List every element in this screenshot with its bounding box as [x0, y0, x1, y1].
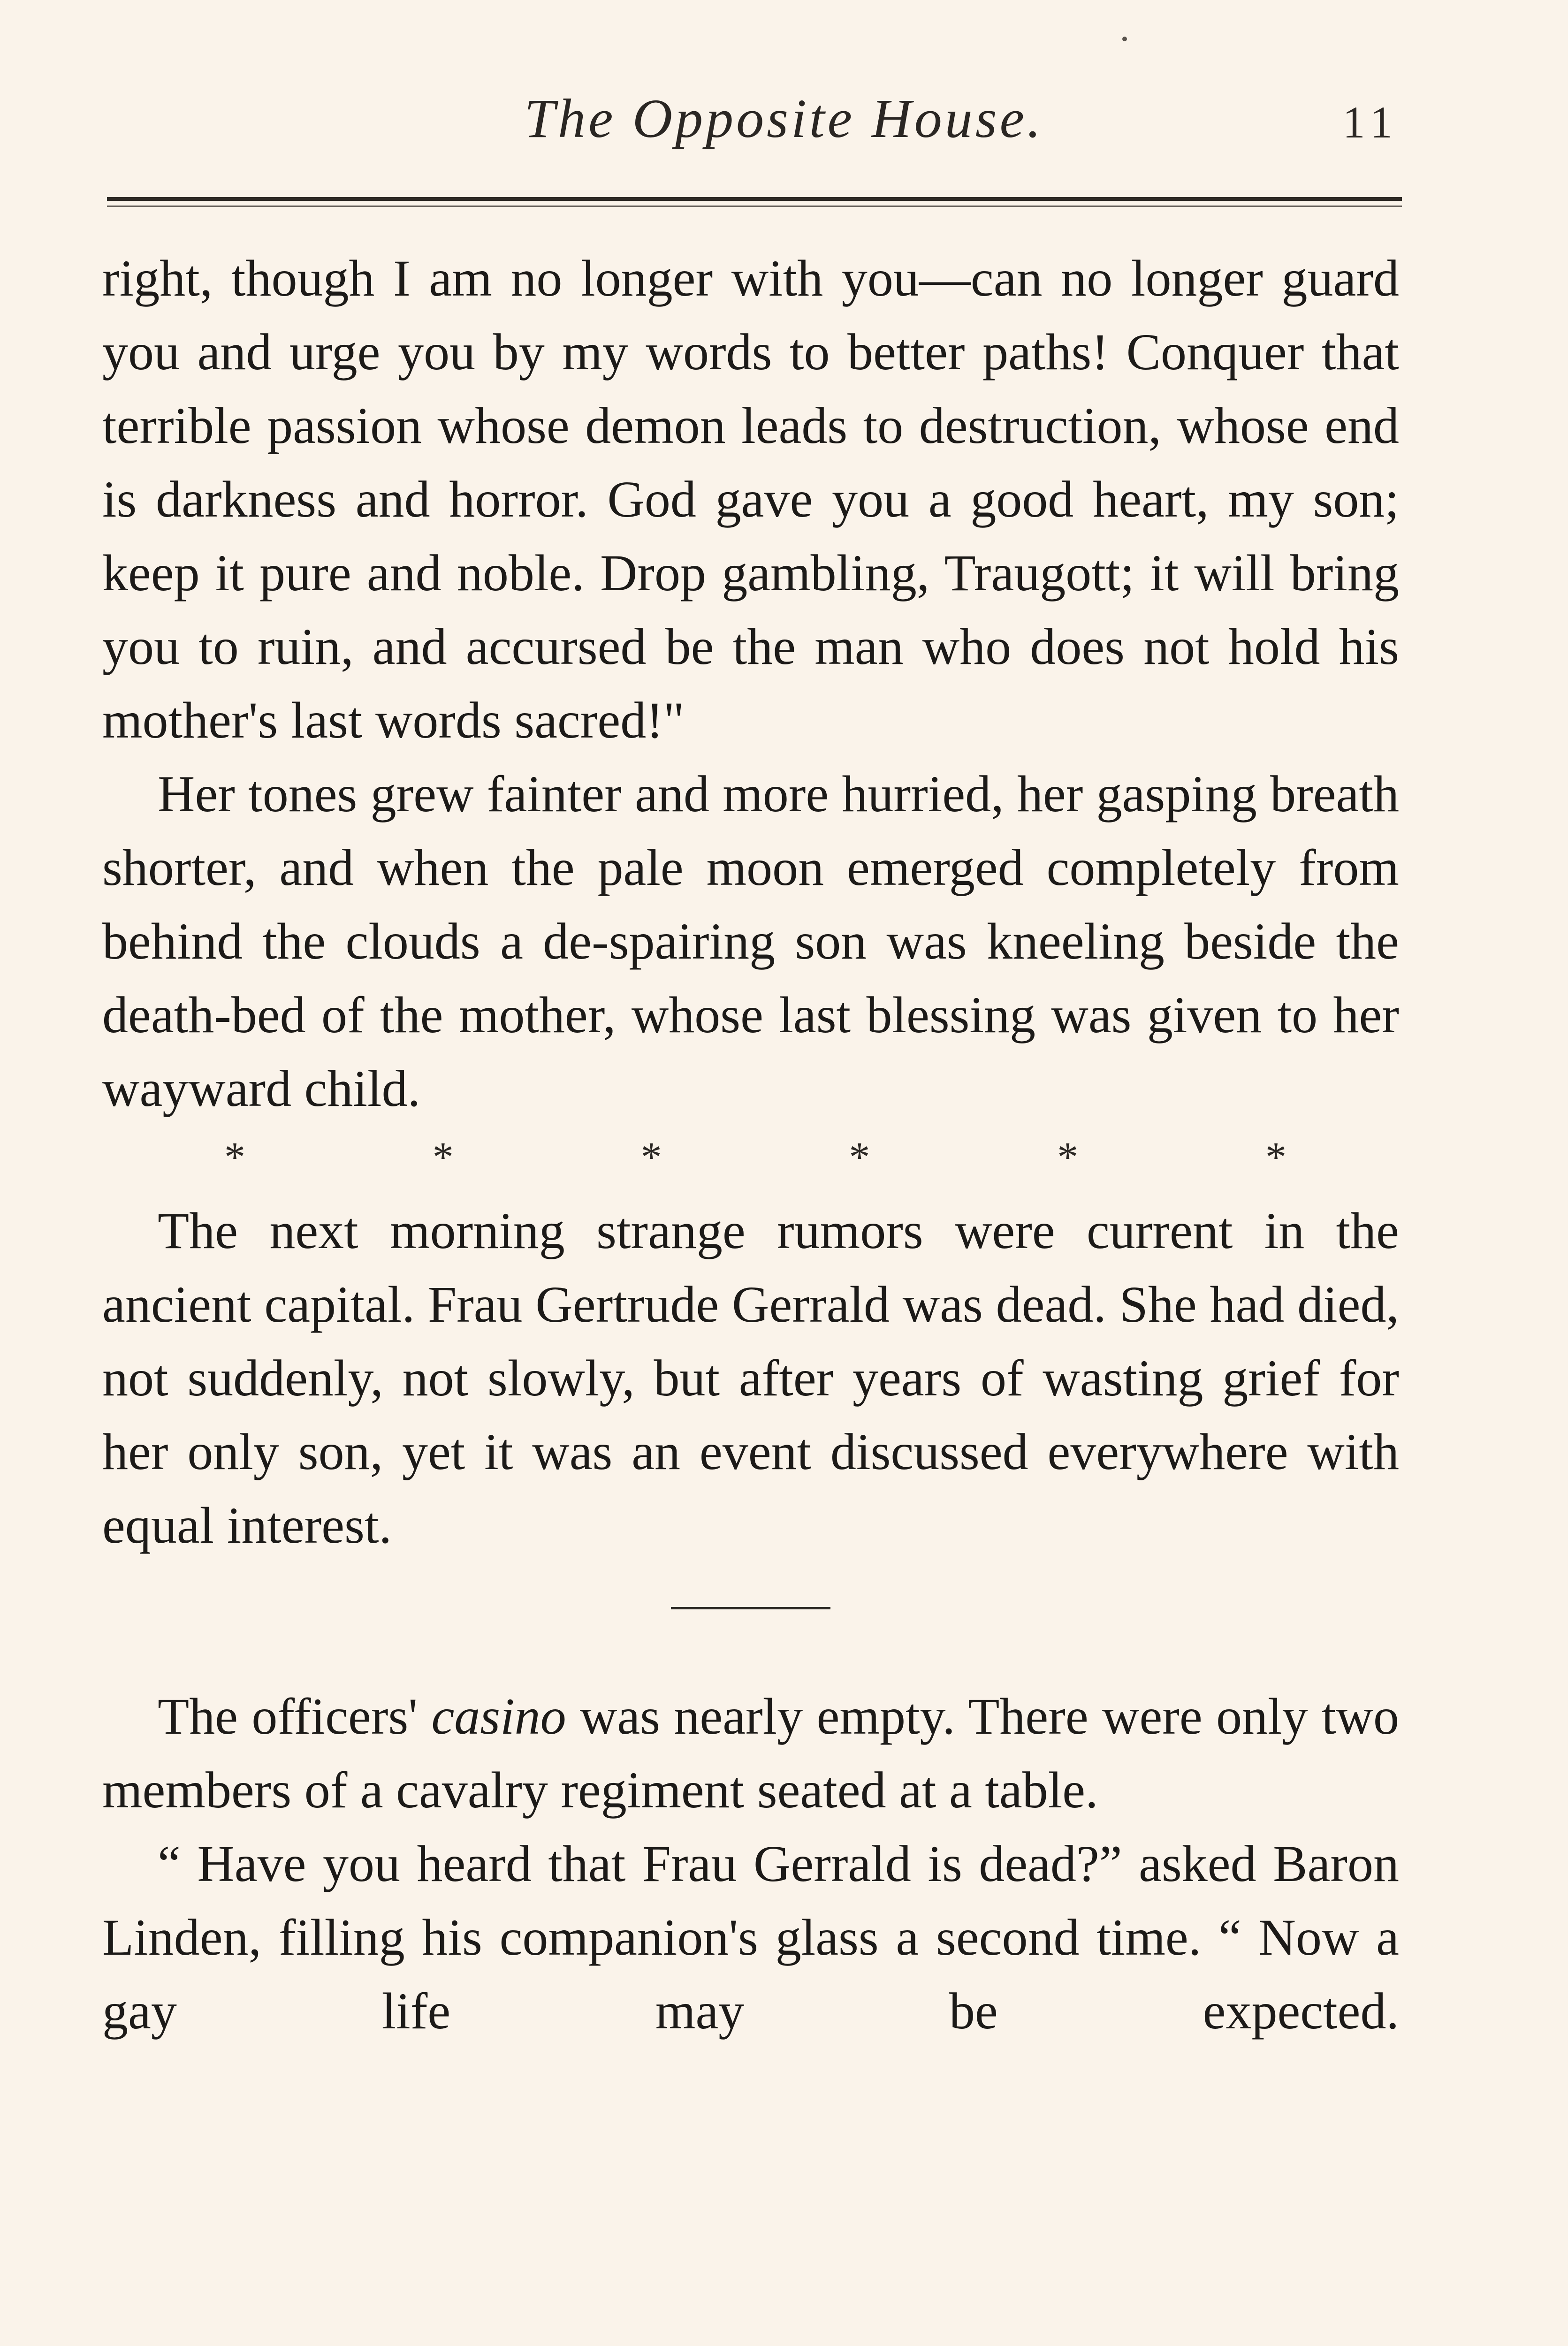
asterisk: * [1265, 1134, 1286, 1181]
casino-text-after: was nearly empty. There were only two members of a cavalry regiment seated at a table. [102, 1688, 1399, 1819]
asterisk: * [432, 1134, 454, 1181]
casino-text-before: The officers' [158, 1688, 432, 1745]
paragraph-next-morning: The next morning strange rumors were current in the ancient capital. Frau Gertrude Gerrald was dead. She had died, not suddenly, not slowly, but after years of wasting grief for her only son, yet it was an event discussed everywhere with equal interest. [102, 1202, 1399, 1554]
casino-italic-word: casino [431, 1688, 566, 1745]
body-text [102, 242, 1399, 2048]
asterisk: * [1057, 1134, 1079, 1181]
header-rule [107, 197, 1402, 201]
ink-speck [1122, 37, 1127, 41]
section-asterisks [102, 1134, 1399, 1181]
paragraph-death-bed: Her tones grew fainter and more hurried, her gasping breath shorter, and when the pale moon emerged completely from behind the clouds a de-spairing son was kneeling beside the death-bed of the mother, whose last blessing was given to her wayward child. [102, 765, 1399, 1117]
page-number: 11 [1342, 97, 1399, 147]
asterisk: * [640, 1134, 662, 1181]
paragraph-mother-speech: right, though I am no longer with you—can no longer guard you and urge you by my words to better paths! Conquer that terrible passion whose demon leads to destruction, whose end is darkness and horror. God gave you a good heart, my son; keep it pure and noble. Drop gambling, Traugott; it will bring you to ruin, and accursed be the man who does not hold his mother's last words sacred!" [102, 250, 1399, 749]
paragraph-casino [102, 1680, 1399, 1827]
section-divider [671, 1607, 830, 1609]
asterisk: * [849, 1134, 870, 1181]
asterisk: * [224, 1134, 245, 1181]
paragraph-baron-linden: “ Have you heard that Frau Gerrald is dead?” asked Baron Linden, filling his companion's glass a second time. “ Now a gay life may be expected. [102, 1835, 1399, 2040]
running-title: The Opposite House. [524, 88, 1044, 149]
